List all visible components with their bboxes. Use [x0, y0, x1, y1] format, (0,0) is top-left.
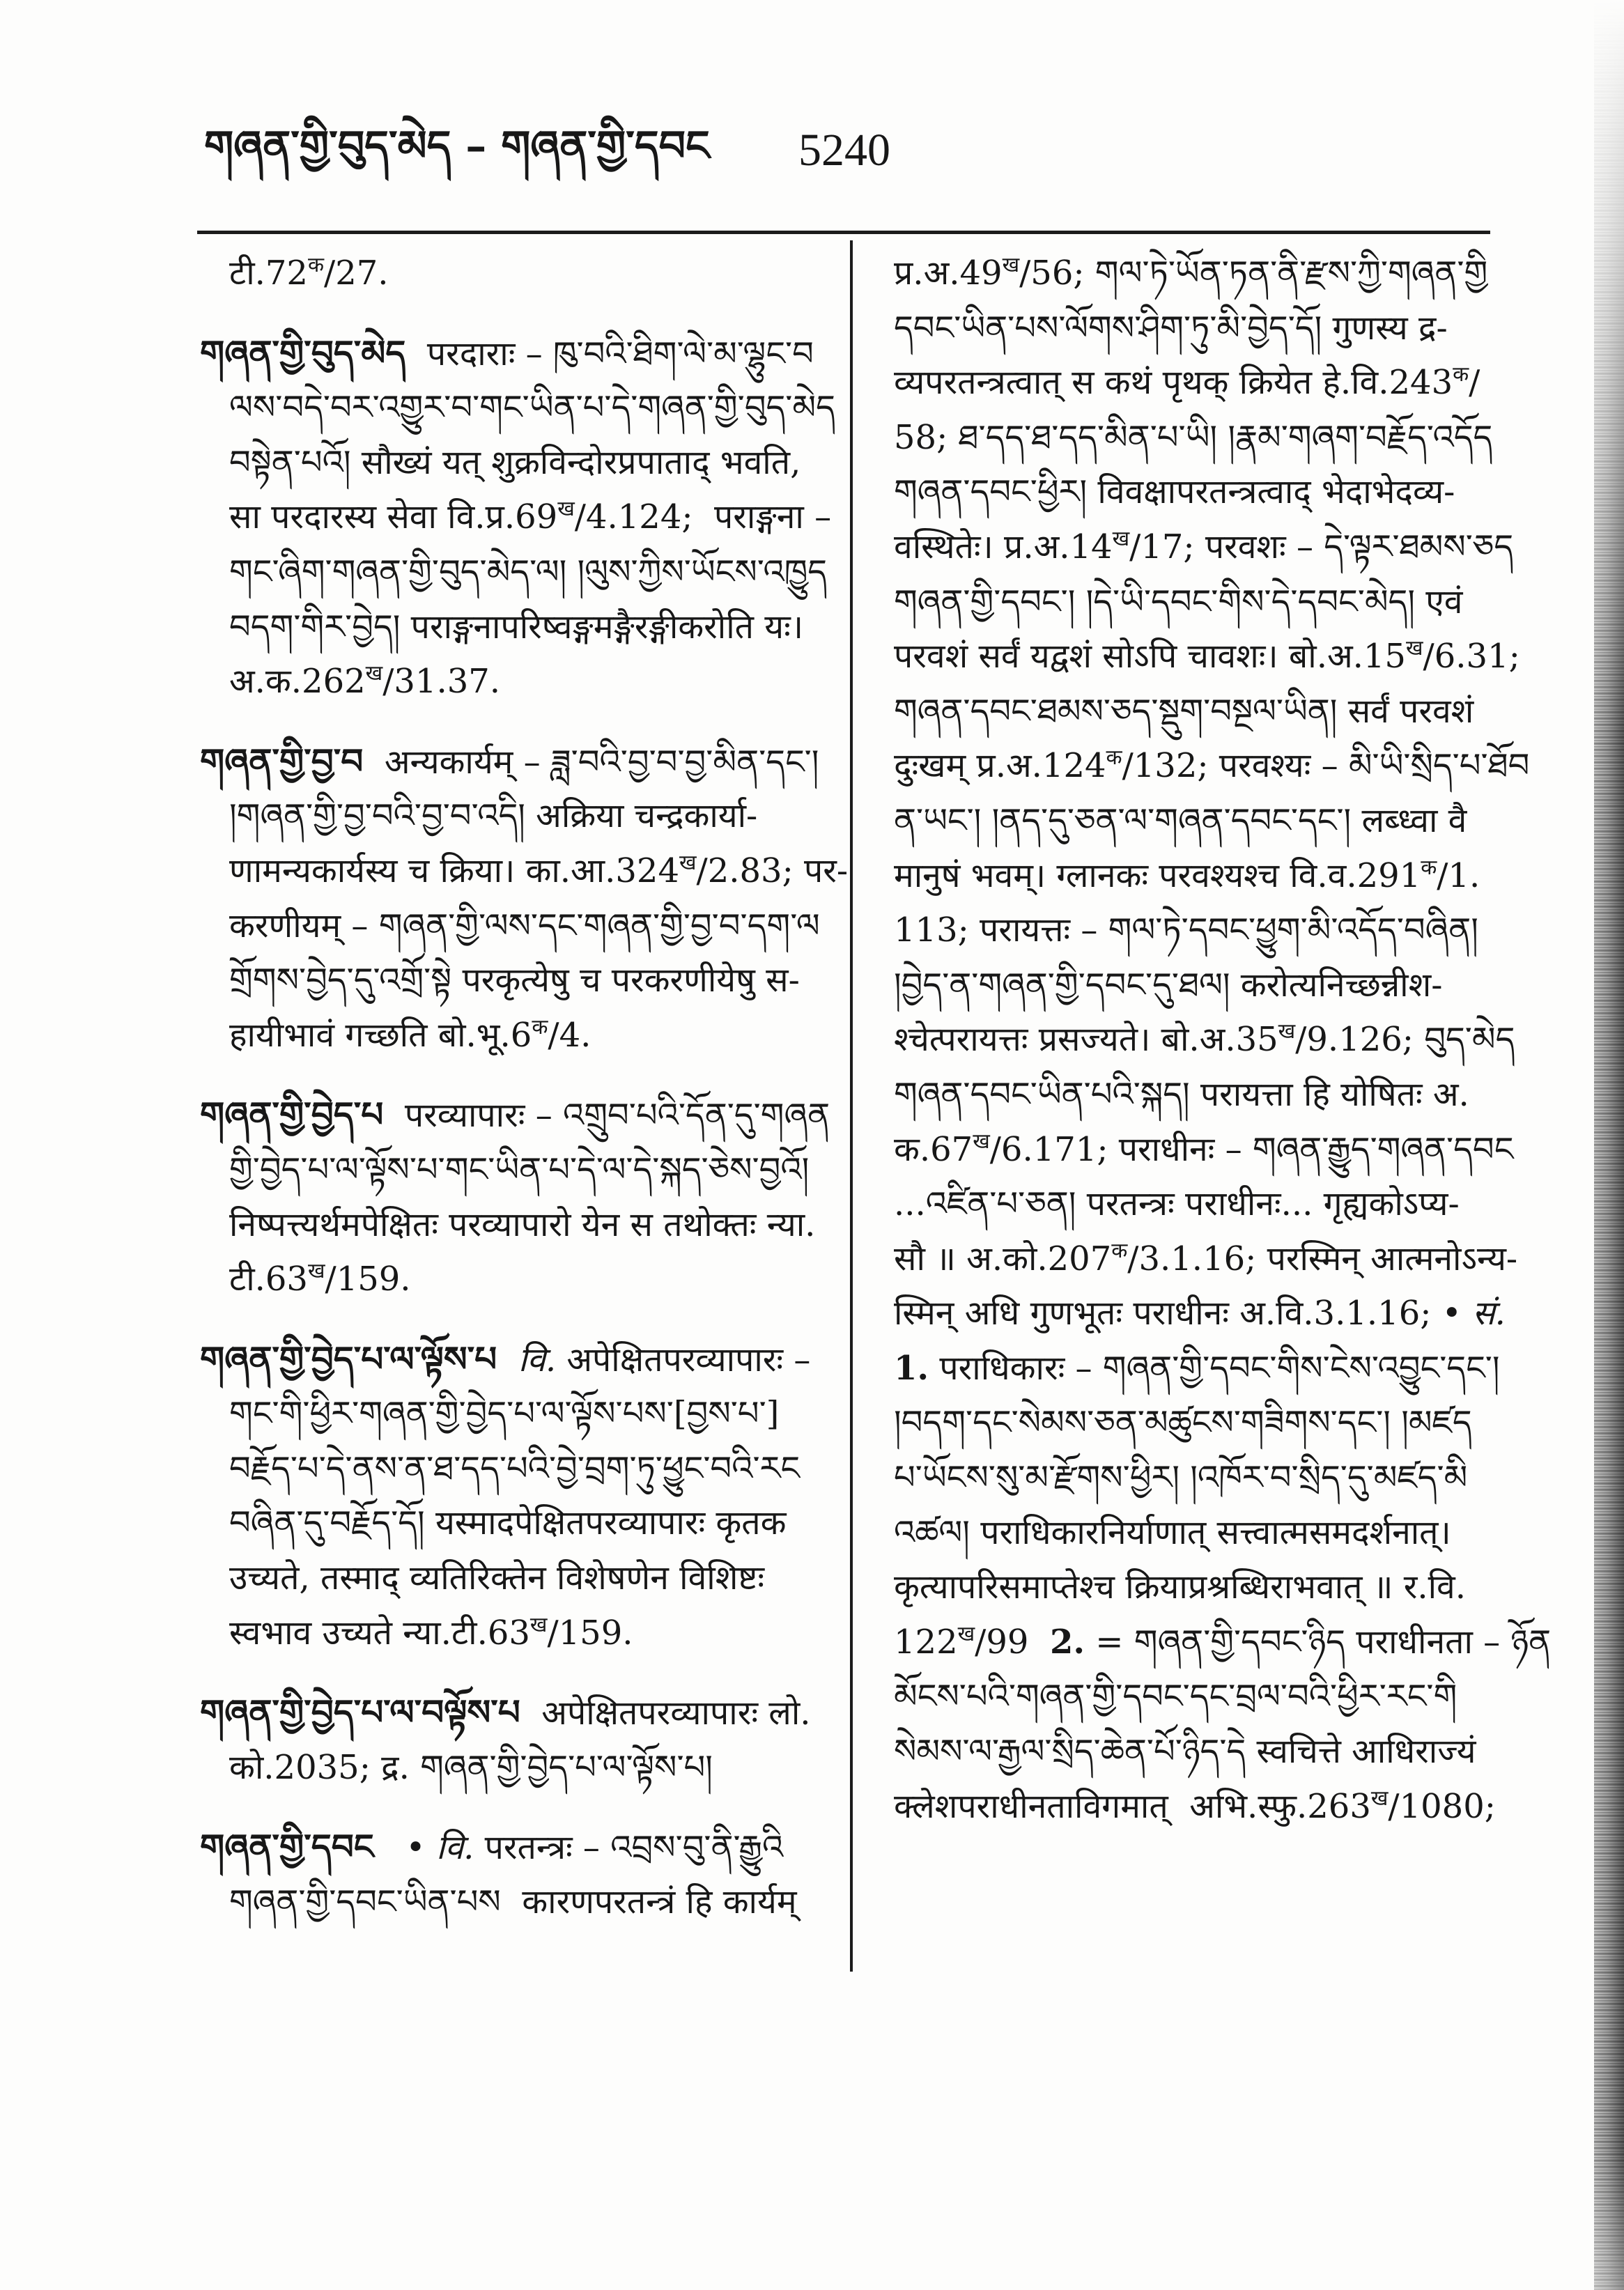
folio-side-marker: ख: [1278, 1019, 1296, 1044]
entry-line: [200, 600, 830, 655]
text-run: /1.: [1437, 856, 1480, 895]
folio-side-marker: ख: [1405, 636, 1423, 661]
entry-line: [865, 849, 1492, 904]
sense-number: 1.: [894, 1348, 929, 1388]
text-run: /56; གལ་ཏེ་ཡོན་ཏན་ནི་རྫས་ཀྱི་གཞན་གྱི: [1019, 254, 1488, 293]
entry-head-line: [200, 1332, 830, 1387]
text-run: /3.1.16; परस्मिन् आत्मनोऽन्य-: [1127, 1239, 1518, 1278]
entry-line: [865, 301, 1492, 356]
text-run: करणीयम् – གཞན་གྱི་ལས་དང་གཞན་གྱི་བྱ་བ་དག་ལ: [229, 906, 820, 945]
entry-line: [865, 1012, 1515, 1067]
dictionary-entry: [200, 1685, 830, 1795]
folio-side-marker: ख: [365, 661, 383, 686]
dictionary-entry: [200, 1332, 830, 1661]
folio-side-marker: ख: [679, 850, 697, 875]
folio-side-marker: क: [1106, 745, 1122, 771]
entry-line: [865, 1067, 1492, 1122]
text-run: हायीभावं गच्छति बो.भू.6: [229, 1015, 532, 1055]
text-run: །བདག་དང་སེམས་ཅན་མཚུངས་གཟིགས་དང་། །མཛད: [894, 1403, 1472, 1443]
text-run: स्मिन् अधि गुणभूतः पराधीनः अ.वि.3.1.16; •: [894, 1294, 1473, 1333]
text-run: དབང་ཡིན་པས་ལོགས་ཤིག་ཏུ་མི་བྱེད་དོ། गुणस्य द्र-: [894, 308, 1448, 348]
text-run: परवशं सर्वं यद्वशं सोऽपि चावशः। बो.अ.15: [894, 637, 1406, 676]
dictionary-entry: [200, 326, 835, 709]
folio-side-marker: क: [307, 253, 325, 277]
headword: གཞན་གྱི་བུད་མེད: [200, 332, 406, 373]
text-run: = གཞན་གྱི་དབང་ཉིད पराधीनता – ཉོན: [1085, 1622, 1552, 1662]
text-run: णामन्यकार्यस्य च क्रिया। का.आ.324: [229, 851, 679, 890]
text-run: कृत्यापरिसमाप्तेश्च क्रियाप्रश्रब्धिराभवात् ॥ र.वि.: [894, 1568, 1466, 1607]
text-run: स्वभाव उच्यते न्या.टी.63: [229, 1613, 530, 1653]
left-column: [200, 246, 849, 1946]
text-run: །བྱེད་ན་གཞན་གྱི་དབང་དུ་ཐལ། करोत्यनिच्छन्नीश-: [894, 965, 1443, 1005]
entry-line: [865, 1122, 1514, 1177]
entry-line: [200, 1008, 830, 1063]
text-run: सा परदारस्य सेवा वि.प्र.69: [229, 497, 558, 537]
entry-line: [200, 1252, 830, 1307]
text-run: /6.171; पराधीनः – གཞན་རྒྱུད་གཞན་དབང: [989, 1129, 1514, 1169]
text-run: འཚལ། पराधिकारनिर्याणात् सत्त्वात्मसमदर्शनात्।: [894, 1513, 1451, 1552]
text-run: /2.83; पर-: [696, 851, 849, 890]
entry-line: [865, 1395, 1492, 1450]
text-run: /159.: [325, 1260, 411, 1299]
text-run: གཞན་གྱི་དབང་ཡིན་པས कारणपरतन्त्रं हि कार्यम्: [229, 1882, 797, 1922]
dictionary-entry: [200, 734, 849, 1063]
entry-line: [865, 1450, 1492, 1506]
text-run: 122: [894, 1622, 958, 1662]
text-run: གཞན་དབང་ཡིན་པའི་སྐད། परायत्ता हि योषितः अ.: [894, 1074, 1469, 1114]
headword: གཞན་གྱི་བྱེད་པ་ལ་བལྟོས་པ: [200, 1692, 520, 1733]
text-run: को.2035; द्र. གཞན་གྱི་བྱེད་པ་ལ་ལྟོས་པ།: [229, 1747, 713, 1787]
text-run: 113; परायत्तः – གལ་ཏེ་དབང་ཕྱུག་མི་འདོད་བཞིན།: [894, 911, 1478, 950]
text-run: सौ ॥ अ.को.207: [894, 1239, 1112, 1278]
text-run: /9.126; བུད་མེད: [1295, 1020, 1515, 1060]
text-run: /4.: [548, 1015, 591, 1055]
sense-number: 2.: [1049, 1622, 1085, 1662]
running-head-title: གཞན་གྱི་བུད་མེད – གཞན་གྱི་དབང: [204, 122, 710, 171]
text-run: གང་གི་ཕྱིར་གཞན་གྱི་བྱེད་པ་ལ་ལྟོས་པས་[བྱས་པ་]: [229, 1394, 780, 1434]
entry-line: [865, 465, 1492, 520]
text-run: /159.: [547, 1613, 633, 1653]
text-run: 58; ཐ་དད་ཐ་དད་མིན་པ་ཡི། །རྣམ་གཞག་བརྗོད་འདོད: [894, 417, 1493, 457]
text-run: བསྟེན་པའོ། सौख्यं यत् शुक्रविन्दोरप्रपाताद् भवति,: [229, 442, 801, 482]
entry-line: [865, 1506, 1492, 1561]
text-run: ...འཛིན་པ་ཅན། परतन्त्रः पराधीनः... गृह्यकोऽप्य-: [894, 1184, 1460, 1224]
entry-line: [865, 629, 1520, 684]
text-run: /1080;: [1388, 1786, 1496, 1826]
text-run: क.67: [894, 1129, 973, 1169]
entry-line: [200, 490, 830, 545]
entry-line: [865, 1286, 1506, 1341]
entry-line: [865, 794, 1492, 849]
entry-line: [200, 246, 830, 301]
entry-continuation: [200, 246, 830, 301]
text-run: परव्यापारः – འགྲུབ་པའི་དོན་དུ་གཞན: [383, 1096, 830, 1136]
entry-line: [865, 958, 1492, 1013]
entry-line: [865, 410, 1492, 465]
text-run: མོངས་པའི་གཞན་གྱི་དབང་དང་བྲལ་བའི་ཕྱིར་རང་གི: [894, 1677, 1457, 1717]
right-column: [865, 246, 1552, 1848]
entry-line: [865, 684, 1492, 739]
folio-side-marker: क: [1111, 1238, 1128, 1263]
text-run: प्र.अ.49: [894, 254, 1003, 293]
entry-line: [200, 654, 830, 709]
text-run: श्चेत्परायत्तः प्रसज्यते। बो.अ.35: [894, 1020, 1278, 1060]
text-run: པ་ཡོངས་སུ་མ་རྫོགས་ཕྱིར། །འཁོར་བ་སྲིད་དུ་མཛད་མི: [894, 1458, 1468, 1498]
entry-line: [865, 903, 1492, 958]
entry-line: [200, 1740, 830, 1795]
page-number: 5240: [798, 125, 890, 176]
folio-side-marker: ख: [973, 1129, 990, 1154]
text-run: टी.72: [229, 254, 308, 293]
text-run: उच्यते, तस्माद् व्यतिरिक्तेन विशेषणेन विशिष्टः: [229, 1558, 765, 1598]
entry-line: [200, 1606, 830, 1661]
entry-line: [200, 545, 830, 600]
entry-line: [865, 1232, 1518, 1287]
folio-side-marker: क: [532, 1014, 548, 1039]
entry-line: [865, 1177, 1492, 1232]
text-run: /31.37.: [382, 662, 501, 702]
entry-line: [865, 1669, 1492, 1724]
text-run: पराधिकारः – གཞན་གྱི་དབང་གིས་ངེས་འབྱུང་དང་།: [929, 1348, 1500, 1388]
entry-line: [865, 520, 1514, 575]
entry-line: [865, 1560, 1492, 1615]
dictionary-entry: [200, 1088, 830, 1306]
text-run: टी.63: [229, 1260, 308, 1299]
entry-head-line: [200, 326, 830, 381]
text-run: •: [373, 1828, 436, 1868]
entry-line: [200, 380, 835, 435]
text-run: གཞན་དབང་ཐམས་ཅད་སྡུག་བསྔལ་ཡིན། सर्वं परवशं: [894, 691, 1474, 731]
text-run: /: [1469, 363, 1480, 403]
entry-line: [200, 1386, 830, 1441]
folio-side-marker: ख: [957, 1621, 975, 1646]
entry-line: [200, 1496, 830, 1551]
entry-line: [865, 1724, 1492, 1779]
text-run: /132; परवश्यः – མི་ཡི་སྲིད་པ་ཐོབ: [1122, 746, 1530, 786]
column-divider: [850, 240, 853, 1972]
entry-head-line: [200, 1820, 830, 1875]
text-run: क्लेशपराधीनताविगमात् अभि.स्फु.263: [894, 1786, 1371, 1826]
text-run: अ.क.262: [229, 662, 366, 702]
text-run: मानुषं भवम्। ग्लानकः परवश्यश्च वि.व.291: [894, 856, 1421, 895]
text-run: /4.124; पराङ्गना –: [574, 497, 832, 537]
scan-edge-shadow: [1594, 0, 1624, 2290]
entry-line: [865, 246, 1492, 301]
entry-line: [200, 1875, 830, 1930]
text-run: परतन्त्रः – འབྲས་བུ་ནི་རྒྱུའི: [474, 1828, 784, 1868]
entry-head-line: [200, 1685, 830, 1740]
text-run: व्यपरतन्त्रत्वात् स कथं पृथक् क्रियेत हे.वि.243: [894, 363, 1453, 403]
entry-line: [865, 738, 1530, 794]
text-run: བརྗོད་པ་དེ་ནས་ན་ཐ་དད་པའི་བྱེ་བྲག་ཏུ་ཕྱུང་བའི་རང: [229, 1448, 801, 1488]
entry-line: [200, 1441, 830, 1496]
folio-side-marker: ख: [557, 497, 575, 522]
entry-line: [200, 789, 830, 844]
text-run: अपेक्षितपरव्यापारः लो.: [520, 1694, 811, 1733]
text-run: གྲོགས་བྱེད་དུ་འགྲོ་སྟེ परकृत्येषु च परकरणीयेषु स-: [229, 961, 800, 1000]
folio-side-marker: ख: [1370, 1786, 1389, 1811]
entry-continuation: [865, 246, 1552, 1834]
text-run: སེམས་ལ་རྒྱལ་སྲིད་ཆེན་པོ་ཉིད་དེ स्वचित्ते आधिराज्यं: [894, 1732, 1476, 1772]
folio-side-marker: क: [1453, 362, 1469, 387]
entry-line: [865, 1615, 1552, 1670]
header-rule: [197, 231, 1490, 234]
text-run: वस्थितेः। प्र.अ.14: [894, 527, 1113, 566]
text-run: གང་ཞིག་གཞན་གྱི་བུད་མེད་ལ། །ལུས་ཀྱིས་ཡོངས་འཁྱུད: [229, 552, 827, 591]
text-run: अपेक्षितपरव्यापारः –: [556, 1340, 811, 1379]
headword: གཞན་གྱི་བྱེད་པ་ལ་ལྟོས་པ: [200, 1338, 497, 1379]
entry-line: [865, 1779, 1496, 1834]
text-run: अन्यकार्यम् – ཟླ་བའི་བྱ་བ་བྱ་མིན་དང་།: [363, 742, 819, 782]
text-run: གྱི་བྱེད་པ་ལ་ལྟོས་པ་གང་ཡིན་པ་དེ་ལ་དེ་སྐད་ཅེས་བྱའོ།: [229, 1150, 810, 1189]
entry-line: [200, 435, 830, 490]
entry-line: [200, 899, 830, 954]
entry-head-line: [200, 1088, 830, 1143]
grammar-label: सं.: [1472, 1294, 1506, 1333]
headword: གཞན་གྱི་བྱེད་པ: [200, 1094, 384, 1136]
entry-line: [200, 953, 830, 1008]
text-run: ན་ཡང་། །ནད་དུ་ཅན་ལ་གཞན་དབང་དང་། लब्ध्वा वै: [894, 800, 1467, 840]
text-run: བཞིན་དུ་བརྗོད་དོ། यस्मादपेक्षितपरव्यापारः कृतक: [229, 1503, 787, 1543]
folio-side-marker: ख: [1112, 526, 1130, 551]
entry-line: [200, 1198, 830, 1253]
text-run: /17; परवशः – དེ་ལྟར་ཐམས་ཅད: [1129, 527, 1514, 566]
text-run: /27.: [324, 254, 389, 293]
folio-side-marker: ख: [529, 1612, 548, 1637]
entry-line: [865, 1341, 1500, 1396]
text-run: परदाराः – ཁུ་བའི་ཐིག་ལེ་མ་ལྷུང་བ: [405, 334, 814, 373]
text-run: निष्पत्त्यर्थमपेक्षितः परव्यापारो येन स तथोक्तः न्या.: [229, 1205, 816, 1244]
grammar-label: वि.: [435, 1828, 474, 1868]
text-run: གཞན་གྱི་དབང་། །དེ་ཡི་དབང་གིས་དེ་དབང་མེད། एवं: [894, 582, 1463, 621]
entry-line: [200, 844, 849, 899]
folio-side-marker: ख: [307, 1259, 325, 1284]
grammar-label: वि.: [518, 1340, 557, 1379]
headword: གཞན་གྱི་བྱ་བ: [200, 740, 364, 782]
entry-line: [200, 1143, 830, 1198]
text-run: [497, 1340, 518, 1379]
text-run: /6.31;: [1423, 637, 1520, 676]
entry-line: [865, 575, 1492, 630]
text-run: ལས་བདེ་བར་འགྱུར་བ་གང་ཡིན་པ་དེ་གཞན་གྱི་བུད་མེད: [229, 388, 835, 428]
entry-head-line: [200, 734, 830, 789]
folio-side-marker: ख: [1002, 253, 1020, 277]
text-run: བདག་གིར་བྱེད། पराङ्गनापरिष्वङ्गमङ्गैरङ्गीकरोति यः।: [229, 607, 804, 647]
text-run: །གཞན་གྱི་བྱ་བའི་བྱ་བ་འདི། अक्रिया चन्द्रकार्या-: [229, 796, 758, 836]
entry-line: [865, 355, 1492, 410]
entry-line: [200, 1551, 830, 1606]
folio-side-marker: क: [1421, 855, 1437, 880]
text-run: /99: [975, 1622, 1050, 1662]
text-run: दुःखम् प्र.अ.124: [894, 746, 1106, 786]
text-run: གཞན་དབང་ཕྱིར། विवक्षापरतन्त्रत्वाद् भेदाभेदव्य-: [894, 472, 1455, 512]
dictionary-entry: [200, 1820, 830, 1929]
headword: གཞན་གྱི་དབང: [200, 1826, 374, 1868]
